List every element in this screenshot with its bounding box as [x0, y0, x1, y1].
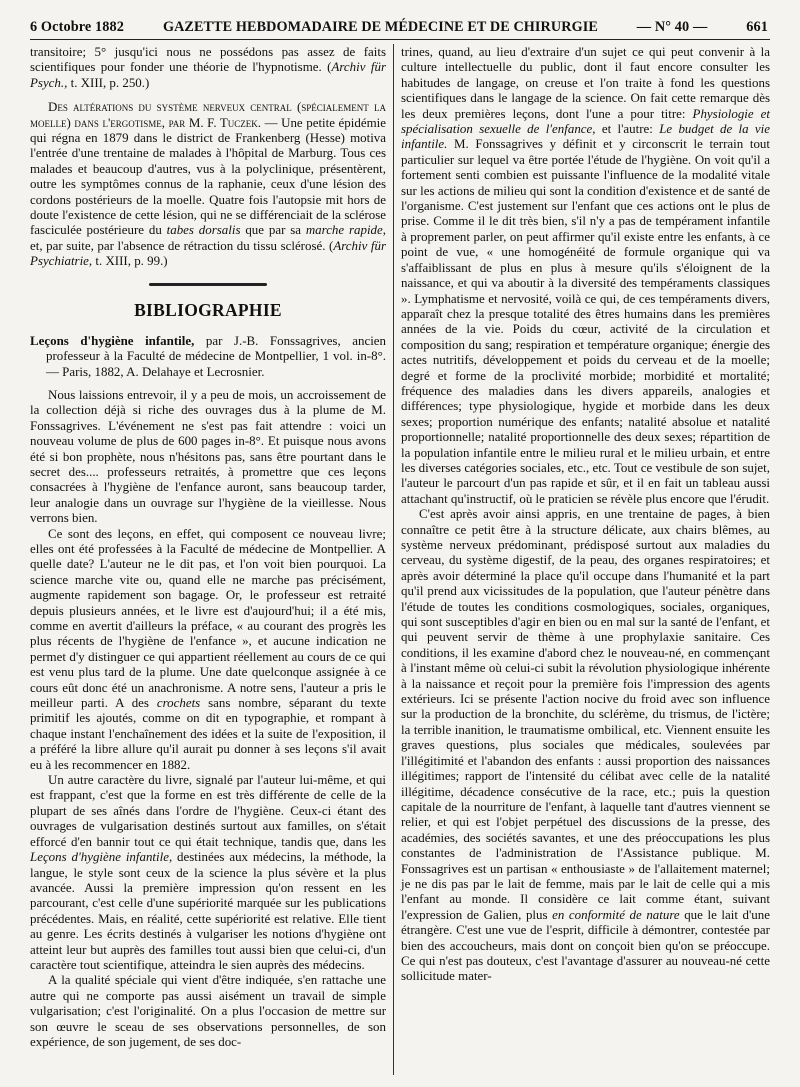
bibliography-heading: BIBLIOGRAPHIE — [134, 299, 282, 320]
running-head — [30, 12, 768, 36]
ergotism-abstract-paragraph: Des altérations du système nerveux central (spécialement la moelle) dans l'ergotisme, par M. F. Tuczek. — Une petite épidémie qui régna en 1879 dans le district de Frankenberg (Hesse) motiva l'entrée d'une trentaine de malades à l'hôpital de Marburg. Tous ces malades et beaucoup d'autres, vus à la polyclinique, présentèrent, outre les symptômes connus de la raphanie, ceux d'une lésion des cordons postérieurs de la moelle. Quatre fois l'autopsie mit hors de doute l'existence de cette lésion, qui ne se différenciait de la sclérose fasciculée postérieure du tabes dorsalis que par sa marche rapide, et, par suite, par l'absence de rétraction du tissu sclérosé. (Archiv für Psychiatrie, t. XIII, p. 99.) — [30, 99, 387, 269]
review-paragraph-6: C'est après avoir ainsi appris, en une trentaine de pages, à bien connaître ce petit être à la structure délicate, aux chairs blêmes, au système nerveux prédominant, prédisposé surtout aux maladies du cerveau, du système digestif, de la peau, des organes respiratoires; et après avoir déterminé la place qu'il occupe dans l'humanité et la part qu'il prend aux vicissitudes de la population, que l'auteur pénètre dans l'étude de toutes les conditions cosmologiques, sociales, organiques, qui sont susceptibles d'agir en bien ou en mal sur la santé de l'enfant, et qui peuvent servir de thème à une prophylaxie sanitaire. Ces conditions, il les examine d'abord chez le nouveau-né, en commençant à l'instant même où celui-ci subit la révolution physiologique inhérente à la naissance et reçoit pour la première fois l'impression des agents extérieurs. Ici se présente l'action nocive du froid avec son influence sur la production de la bronchite, du sclérème, du trismus, de l'ictère; la terrible inanition, le traumatisme ombilical, etc. Viennent ensuite les graves questions, plus sociales que médicales, soulevées par l'illégitimité et l'abandon des enfants : aussi proportion des naissances illégitimes; rapport de l'intensité du célibat avec celle de la natalité illégitime, décadence consécutive de la race, etc.; puis la question capitale de la nourriture de l'enfant, à laquelle tant d'autres viennent se relier, et qui est l'objet perpétuel des discussions de la presse, des académies, des sociétés savantes, et une des préoccupations les plus constantes de l'administration de l'Assistance publique. M. Fonssagrives est un partisan « enthousiaste » de l'allaitement maternel; je ne dis pas par le lait de femme, mais par le lait de celle qui a mis l'enfant au monde. Il considère ce lait comme étant, suivant l'expression de Galien, plus en conformité de nature que le lait d'une étrangère. C'est une vue de l'esprit, difficile à démontrer, contestée par bien des accoucheurs, mais dont on conçoit bien qu'on se préoccupe. Ce qui n'est pas douteux, c'est l'avantage d'assurer au nouveau-né cette sollicitude mater- — [401, 506, 770, 984]
review-paragraph-3: Un autre caractère du livre, signalé par l'auteur lui-même, et qui est frappant, c'est que la forme en est très différente de celle de la plupart de ses aînés dans l'ordre de l'hygiène. Ceux-ci étant des ouvrages de vulgarisation destinés surtout aux familles, on s'était efforcé d'en bannir tout ce qui était technique, tandis que, dans les Leçons d'hygiène infantile, destinées aux médecins, la méthode, la langue, le style sont ceux de la science la plus sévère et la plus avancée. Aussi la première impression qu'on ressent en les parcourant, c'est celle d'une supériorité marquée sur les publications précédentes. Mais, en réalité, cette supériorité est relative. Elle tient au genre. Les écrits destinés à vulgariser les notions d'hygiène ont atteint leur but auprès des familles tout aussi bien que celui-ci, d'un caractère tout scientifique, atteindra le sien auprès des médecins. — [30, 772, 386, 972]
right-column — [401, 44, 770, 1075]
column-divider — [393, 44, 394, 1075]
review-paragraph-4: A la qualité spéciale qui vient d'être indiquée, s'en rattache une autre qui ne comporte pas aussi aisément un travail de simple vulgarisation; c'est l'originalité. On a plus l'occasion de mettre sur son œuvre le sceau de ses observations personnelles, de son expérience, de son jugement, de ses doc- — [30, 972, 386, 1049]
bibliography-entry: Leçons d'hygiène infantile, par J.-B. Fonssagrives, ancien professeur à la Faculté de médecine de Montpellier, 1 vol. in-8°. — Paris, 1882, A. Delahaye et Lecrosnier. — [30, 332, 386, 379]
section-separator-bar — [149, 283, 267, 286]
citation-archiv-psych: Archiv für Psych. — [30, 59, 386, 90]
page-number: 661 — [746, 19, 768, 35]
header-rule — [30, 39, 770, 40]
book-title: Leçons d'hygiène infantile, — [30, 332, 195, 348]
ergotism-abstract-heading: Des altérations du système nerveux central (spécialement la moelle) dans l'ergotisme, par M. F. Tuczek. — [30, 99, 386, 130]
journal-title: GAZETTE HEBDOMADAIRE DE MÉDECINE ET DE CHIRURGIE — [162, 19, 598, 35]
review-paragraph-2: Ce sont des leçons, en effet, qui composent ce nouveau livre; elles ont été professées à la Faculté de médecine de Montpellier. A quelle date? L'auteur ne le dit pas, et l'on voit bien pourquoi. La science marche vite ou, quand elle ne marche pas précisément, augmente rapidement son bagage. Or, le professeur est retraité depuis plusieurs années, et le livre est d'aujourd'hui; il a été mis, comme en avertit d'ailleurs la préface, « au courant des progrès les plus récents de l'hygiène de l'enfance », et aucune indication ne permet d'y distinguer ce qui appartient réellement au cours de ce qui est venu plus tard de la plume. Une date quelconque assignée à ce cours eût donc été un anachronisme. A notre sens, l'auteur a pris le meilleur parti. A des crochets sans nombre, séparant du texte primitif les ajoutés, comme on dit en typographie, et rompant à chaque instant l'enchaînement des idées et la suite de l'exposition, il a préféré la libre allure qu'il aurait pu donner à ses leçons s'il avait eu à les recommencer en 1882. — [30, 525, 386, 772]
issue-date: 6 Octobre 1882 — [30, 19, 125, 35]
left-column — [30, 44, 386, 1075]
text-columns — [30, 44, 770, 1075]
review-paragraph-5: trines, quand, au lieu d'extraire d'un sujet ce qui peut convenir à la culture intellectuelle du public, dont il faut encore consulter les habitudes de langage, on creuse et l'on traite à fond les questions scientifiques dans le langage de la science. On fait cette remarque dès les deux premières leçons, dont l'une a pour titre: Physiologie et spécialisation sexuelle de l'enfance, et l'autre: Le budget de la vie infantile. M. Fonssagrives y définit et y circonscrit le terrain tout particulier sur lequel va être portée l'étude de l'hygiène. On voit qu'il a fortement senti combien est puissante l'influence de la modalité vitale sur les actions de milieu qui sont la condition d'existence et de santé de l'organisme. C'est justement sur l'enfant que ces actions ont le plus de prise. Comme il le dit très bien, s'il n'y a pas de tempérament infantile à proprement parler, on peut affirmer qu'il existe entre les enfants, à ce point de vue, « une homogénéité de formule organique qui va s'affaiblissant de plus en plus à mesure qu'ils s'éloignent de la naissance, et qui va aboutir à la diversité des tempéraments classiques ». Lymphatisme et nervosité, voilà ce qui, de ces tempéraments divers, apparaît chez la presque totalité des êtres humains dans les premières années de la vie. Poids du cœur, activité de la circulation et composition du sang; respiration et température organique; énergie des actes nutritifs, développement et poids du cerveau et de la moelle; degré et forme de la proclivité morbide; morbidité et mortalité; fréquence des maladies dans les divers appareils, analogies et différences; type physiologique, hygide et morbide dans les deux sexes; proportion numérique des enfants; natalité absolue et natalité proportionnelle; natalité proportionnelle des deux sexes; répartition de la population infantile entre le milieu rural et le milieu urbain, et entre les diverses catégories sociales, etc., etc. Tout ce vestibule de son sujet, l'auteur le parcourt d'un pas rapide et sûr, et il en fait un tableau aussi attachant qu'instructif, où le praticien se révèle plus encore que l'érudit. — [401, 44, 770, 506]
issue-number: — N° 40 — — [636, 19, 708, 35]
citation-archiv-psychiatrie: Archiv für Psychiatrie — [30, 237, 387, 269]
review-paragraph-1: Nous laissions entrevoir, il y a peu de mois, un accroissement de la collection déjà si riche des ouvrages dus à la plume de M. Fonssagrives. L'événement ne s'est pas fait attendre : voici un nouveau volume de plus de 600 pages in-8°. Et puisque nous avons été si bon prophète, nous n'hésitons pas, sans être pourtant dans le secret des.... professeurs retraités, à promettre que ces leçons consacrées à l'hygiène de l'enfance auront, sans beaucoup tarder, leur analogie dans un ouvrage sur l'hygiène de la vieillesse. Nous verrons bien. — [30, 386, 386, 526]
hypnotism-conclusion-paragraph: transitoire; 5° jusqu'ici nous ne possédons pas assez de faits scientifiques pour fonder une théorie de l'hypnotisme. (Archiv für Psych., t. XIII, p. 250.) — [30, 44, 386, 90]
